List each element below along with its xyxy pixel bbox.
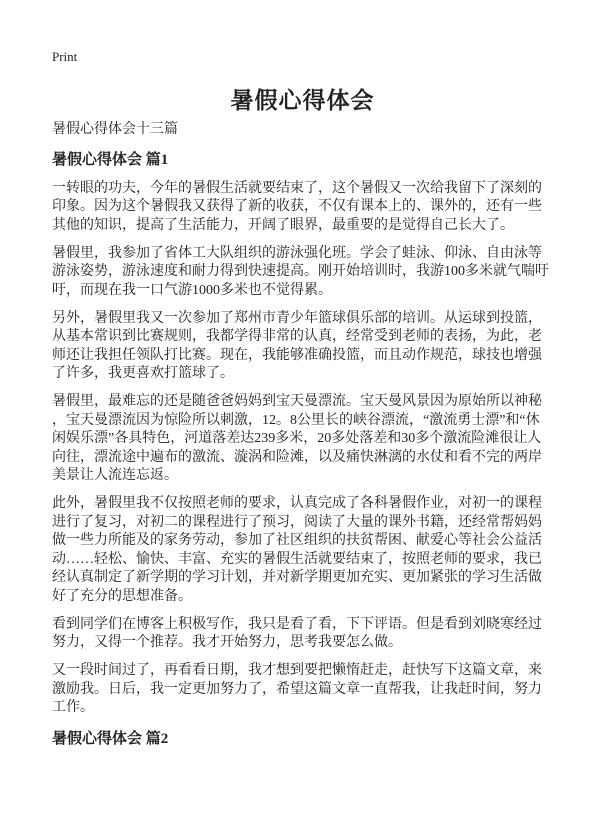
paragraph: 又一段时间过了，再看看日期，我才想到要把懒惰赶走，赶快写下这篇文章，来激励我。日后，我一定更加努力了，希望这篇文章一直帮我，让我赶时间，努力工作。	[52, 663, 542, 715]
section-heading-2: 暑假心得体会 篇2	[52, 730, 169, 747]
section-heading-1: 暑假心得体会 篇1	[52, 152, 169, 168]
paragraph: 另外，暑假里我又一次参加了郑州市青少年篮球俱乐部的培训。从运球到投篮，从基本常识到比赛规则，我都学得非常的认真，经常受到老师的表扬，为此，老师还让我担任领队打比赛。现在，我能够准确投篮，而且动作规范，球技也增强了许多，我更喜欢打篮球了。	[52, 310, 542, 381]
paragraph: 暑假里，我参加了省体工大队组织的游泳强化班。学会了蛙泳、仰泳、自由泳等游泳姿势，游泳速度和耐力得到快速提高。刚开始培训时，我游100多米就气喘吁吁，而现在我一口气游1000多米也不觉得累。	[52, 245, 549, 298]
page-title: 暑假心得体会	[230, 88, 375, 113]
paragraph: 一转眼的功夫，今年的暑假生活就要结束了，这个暑假又一次给我留下了深刻的印象。因为这个暑假我又获得了新的收获，不仅有课本上的、课外的，还有一些其他的知识，提高了生活能力，开阔了眼界，最重要的是觉得自己长大了。	[52, 180, 542, 233]
document-subtitle: 暑假心得体会十三篇	[52, 122, 178, 137]
paragraph: 此外，暑假里我不仅按照老师的要求，认真完成了各科暑假作业，对初一的课程进行了复习，对初二的课程进行了预习，阅读了大量的课外书籍，还经常帮妈妈做一些力所能及的家务劳动，参加了社区组织的扶贫帮困、献爱心等社会公益活动……轻松、愉快、丰富、充实的暑假生活就要结束了，按照老师的要求，我已经认真制定了新学期的学习计划，并对新学期更加充实、更加紧张的学习生活做好了充分的思想准备。	[52, 496, 542, 604]
paragraph: 看到同学们在博客上积极写作，我只是看了看，下下评语。但是看到刘晓寒经过努力，又得一个推荐。我才开始努力，思考我要怎么做。	[52, 616, 542, 650]
paragraph: 暑假里，最难忘的还是随爸爸妈妈到宝天曼漂流。宝天曼风景因为原始所以神秘，宝天曼漂流因为惊险所以刺激，12。8公里长的峡谷漂流，“激流勇士漂”和“休闲娱乐漂”各具特色，河道落差达239多米，20多处落差和30多个激流险滩很让人向往，漂流途中遍布的激流、漩涡和险滩，以及痛快淋漓的水仗和看不完的两岸美景让人流连忘返。	[52, 394, 542, 483]
print-button[interactable]: Print	[52, 49, 78, 64]
